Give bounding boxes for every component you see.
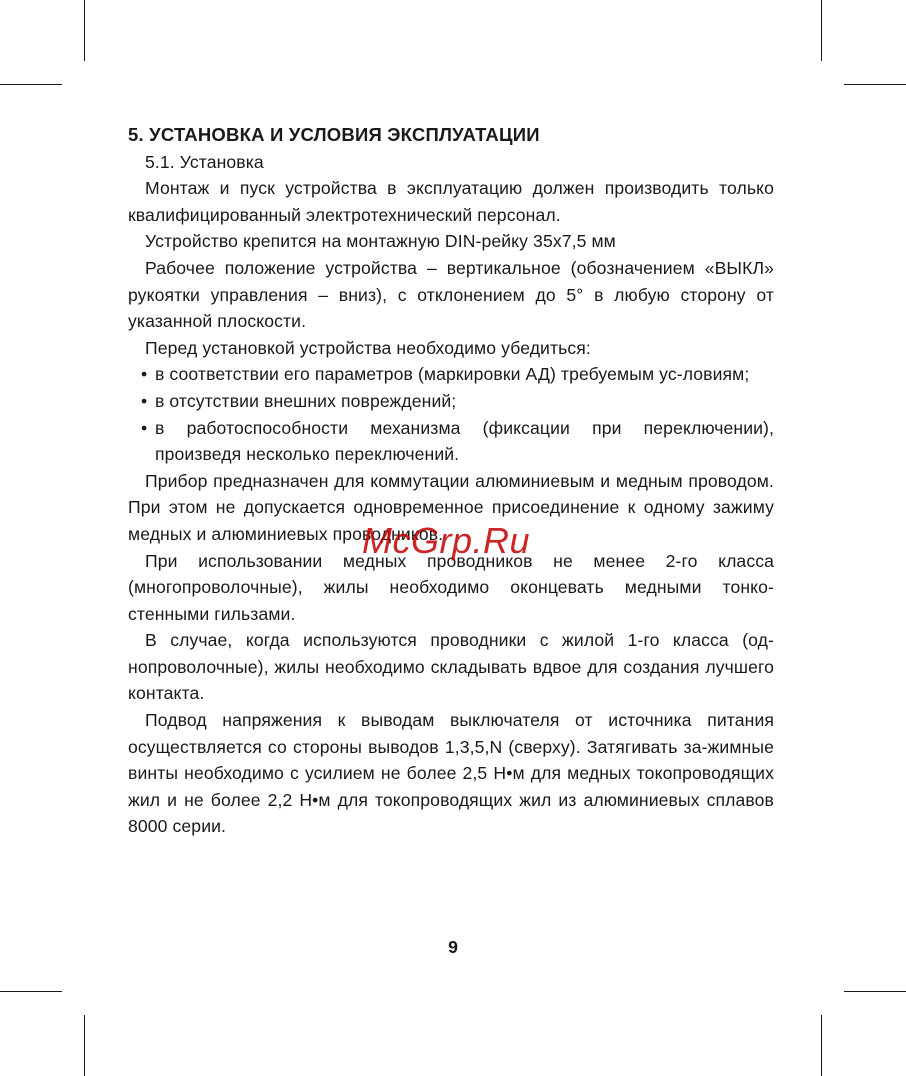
section-heading: 5. УСТАНОВКА И УСЛОВИЯ ЭКСПЛУАТАЦИИ: [128, 124, 540, 145]
paragraph-working-position: Рабочее положение устройства – вертикальное (обозначением «ВЫКЛ» рукоятки управления – вниз), с отклонением до 5° в любую сторону от указанной плоскости.: [128, 257, 774, 332]
list-item-text: в соответствии его параметров (маркировки АД) требуемым ус-ловиям;: [155, 364, 750, 385]
crop-mark-top-right-horizontal: [844, 84, 906, 85]
list-item: [128, 415, 774, 468]
bullet-icon: •: [141, 417, 148, 438]
bullet-icon: •: [141, 390, 148, 411]
paragraph-copper-class2: При использовании медных проводников не менее 2-го класса (многопроволочные), жилы необходимо оконцевать медными тонко-стенными гильзами.: [128, 550, 774, 624]
crop-mark-bottom-right-horizontal: [844, 991, 906, 992]
checklist: [128, 361, 774, 467]
paragraph-class1-conductors: В случае, когда используются проводники с жилой 1-го класса (од-нопроволочные), жилы необходимо складывать вдвое для создания лучшего контакта.: [128, 630, 774, 704]
crop-mark-top-right-vertical: [821, 0, 822, 61]
subsection-heading: 5.1. Установка: [145, 151, 264, 172]
list-item: [128, 388, 774, 415]
paragraph-aluminium-copper: Прибор предназначен для коммутации алюминиевым и медным проводом. При этом не допускается одновременное присоединение к одному зажиму медных и алюминиевых проводников.: [128, 470, 774, 544]
list-item-text: в работоспособности механизма (фиксации при переключении), произведя несколько переключений.: [155, 417, 774, 465]
list-item: [128, 361, 774, 388]
crop-mark-top-left-horizontal: [0, 84, 62, 85]
list-item-text: в отсутствии внешних повреждений;: [155, 390, 457, 411]
crop-mark-bottom-right-vertical: [821, 1015, 822, 1076]
paragraph-voltage-supply: Подвод напряжения к выводам выключателя от источника питания осуществляется со стороны выводов 1,3,5,N (сверху). Затягивать за-жимные винты необходимо с усилием не более 2,5 Н•м для медных токопроводящих жил и не более 2,2 Н•м для токопроводящих жил из алюминиевых сплавов 8000 серии.: [128, 710, 774, 837]
page-content: [128, 122, 774, 840]
paragraph-qualified-personnel: Монтаж и пуск устройства в эксплуатацию должен производить только квалифицированный электротехнический персонал.: [128, 178, 774, 225]
page-number: 9: [448, 937, 458, 957]
crop-mark-bottom-left-horizontal: [0, 991, 62, 992]
crop-mark-bottom-left-vertical: [84, 1015, 85, 1076]
paragraph-din-rail: Устройство крепится на монтажную DIN-рейку 35х7,5 мм: [145, 231, 616, 252]
crop-mark-top-left-vertical: [84, 0, 85, 61]
paragraph-before-install: Перед установкой устройства необходимо убедиться:: [145, 337, 591, 358]
watermark-logo: McGrp.Ru: [362, 520, 531, 561]
bullet-icon: •: [141, 364, 148, 385]
